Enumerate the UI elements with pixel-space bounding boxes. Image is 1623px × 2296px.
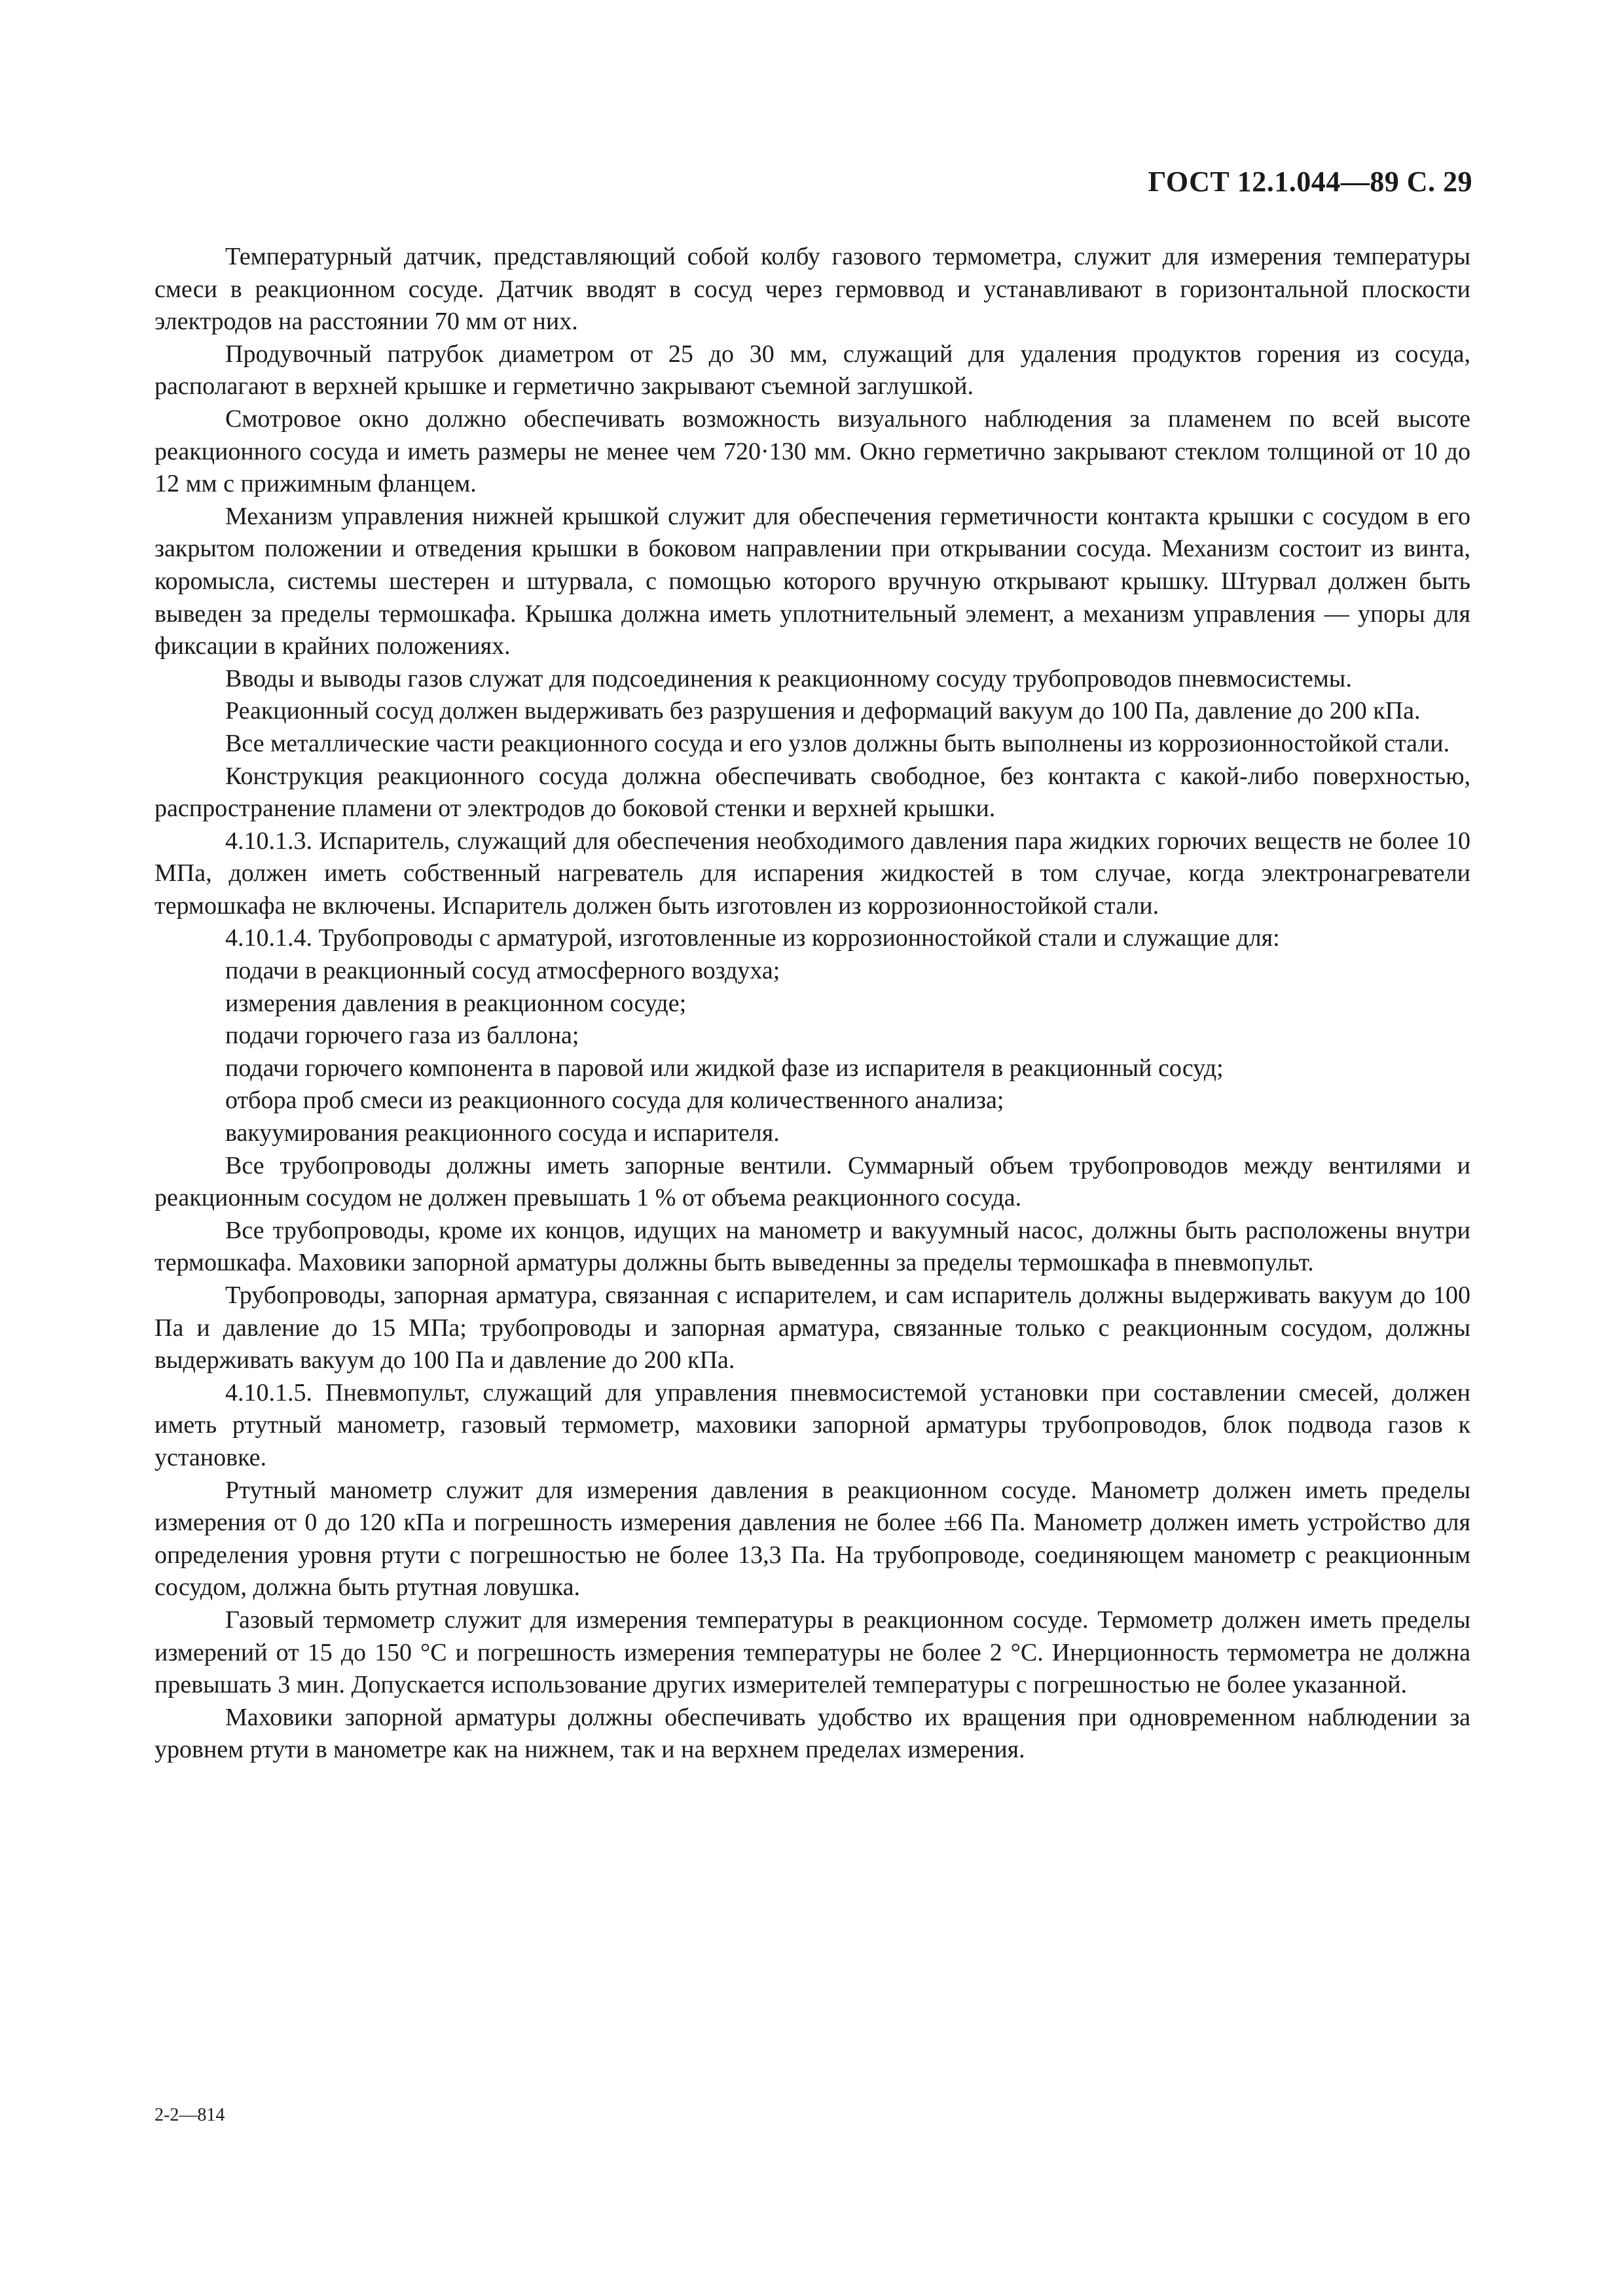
paragraph-handwheels: Маховики запорной арматуры должны обеспечивать удобство их вращения при одновременном наблюдении за уровнем ртути в манометре как на нижнем, так и на верхнем пределах измерения.: [155, 1703, 1470, 1764]
list-item: отбора проб смеси из реакционного сосуда для количественного анализа;: [225, 1086, 1004, 1115]
paragraph-gas-thermometer: Газовый термометр служит для измерения температуры в реакционном сосуде. Термометр должен иметь пределы измерений от 15 до 150 °С и погрешность измерения температуры не более 2 °С. Инерционность термометра не должна превышать 3 мин. Допускается использование других измерителей температуры с погрешностью не более указанной.: [155, 1605, 1470, 1699]
paragraph-viewing-window: Смотровое окно должно обеспечивать возможность визуального наблюдения за пламенем по всей высоте реакционного сосуда и иметь размеры не менее чем 720·130 мм. Окно герметично закрывают стеклом толщиной от 10 до 12 мм с прижимным фланцем.: [155, 404, 1470, 498]
paragraph-mercury-manometer: Ртутный манометр служит для измерения давления в реакционном сосуде. Манометр должен иметь пределы измерения от 0 до 120 кПа и погрешность измерения давления не более ±66 Па. Манометр должен иметь устройство для определения уровня ртути с погрешностью не более 13,3 Па. На трубопроводе, соединяющем манометр с реакционным сосудом, должна быть ртутная ловушка.: [155, 1476, 1470, 1602]
paragraph-lid-mechanism: Механизм управления нижней крышкой служит для обеспечения герметичности контакта крышки с сосудом в его закрытом положении и отведения крышки в боковом направлении при открывании сосуда. Механизм состоит из винта, коромысла, системы шестерен и штурвала, с помощью которого вручную открывают крышку. Штурвал должен быть выведен за пределы термошкафа. Крышка должна иметь уплотнительный элемент, а механизм управления — упоры для фиксации в крайних положениях.: [155, 502, 1470, 660]
page-header: ГОСТ 12.1.044—89 С. 29: [1148, 166, 1472, 198]
list-item: подачи горючего компонента в паровой или жидкой фазе из испарителя в реакционный сосуд;: [225, 1054, 1224, 1082]
paragraph-temperature-sensor: Температурный датчик, представляющий собой колбу газового термометра, служит для измерения температуры смеси в реакционном сосуде. Датчик вводят в сосуд через гермоввод и устанавливают в горизонтальной плоскости электродов на расстоянии 70 мм от них.: [155, 243, 1470, 336]
document-body: [155, 241, 1470, 1767]
paragraph-pipelines-location: Все трубопроводы, кроме их концов, идущих на манометр и вакуумный насос, должны быть расположены внутри термошкафа. Маховики запорной арматуры должны быть выведенны за пределы термошкафа в пневмопульт.: [155, 1216, 1470, 1277]
footer-code: 2-2—814: [155, 2105, 225, 2125]
paragraph-pneumatic-console: 4.10.1.5. Пневмопульт, служащий для управления пневмосистемой установки при составлении смесей, должен иметь ртутный манометр, газовый термометр, маховики запорной арматуры трубопроводов, блок подвода газов к установке.: [155, 1378, 1470, 1471]
paragraph-purge-nozzle: Продувочный патрубок диаметром от 25 до 30 мм, служащий для удаления продуктов горения из сосуда, располагают в верхней крышке и герметично закрывают съемной заглушкой.: [155, 340, 1470, 401]
paragraph-shutoff-valves: Все трубопроводы должны иметь запорные вентили. Суммарный объем трубопроводов между вентилями и реакционным сосудом не должен превышать 1 % от объема реакционного сосуда.: [155, 1151, 1470, 1212]
paragraph-pipelines-pressure: Трубопроводы, запорная арматура, связанная с испарителем, и сам испаритель должны выдерживать вакуум до 100 Па и давление до 15 МПа; трубопроводы и запорная арматура, связанные только с реакционным сосудом, должны выдерживать вакуум до 100 Па и давление до 200 кПа.: [155, 1282, 1470, 1374]
paragraph-gas-inlets: Вводы и выводы газов служат для подсоединения к реакционному сосуду трубопроводов пневмосистемы.: [225, 664, 1352, 692]
list-item: подачи горючего газа из баллона;: [225, 1022, 579, 1050]
paragraph-vessel-pressure: Реакционный сосуд должен выдерживать без разрушения и деформаций вакуум до 100 Па, давление до 200 кПа.: [225, 697, 1421, 725]
list-item: измерения давления в реакционном сосуде;: [225, 989, 687, 1017]
list-item: вакуумирования реакционного сосуда и испарителя.: [225, 1119, 780, 1147]
paragraph-flame-propagation: Конструкция реакционного сосуда должна обеспечивать свободное, без контакта с какой-либо поверхностью, распространение пламени от электродов до боковой стенки и верхней крышки.: [155, 762, 1470, 823]
paragraph-metal-parts: Все металлические части реакционного сосуда и его узлов должны быть выполнены из коррозионностойкой стали.: [225, 729, 1450, 757]
paragraph-pipelines-intro: 4.10.1.4. Трубопроводы с арматурой, изготовленные из коррозионностойкой стали и служащие для:: [225, 924, 1280, 952]
list-item: подачи в реакционный сосуд атмосферного воздуха;: [225, 957, 780, 985]
paragraph-evaporator: 4.10.1.3. Испаритель, служащий для обеспечения необходимого давления пара жидких горючих веществ не более 10 МПа, должен иметь собственный нагреватель для испарения жидкостей в том случае, когда электронагреватели термошкафа не включены. Испаритель должен быть изготовлен из коррозионностойкой стали.: [155, 827, 1470, 920]
